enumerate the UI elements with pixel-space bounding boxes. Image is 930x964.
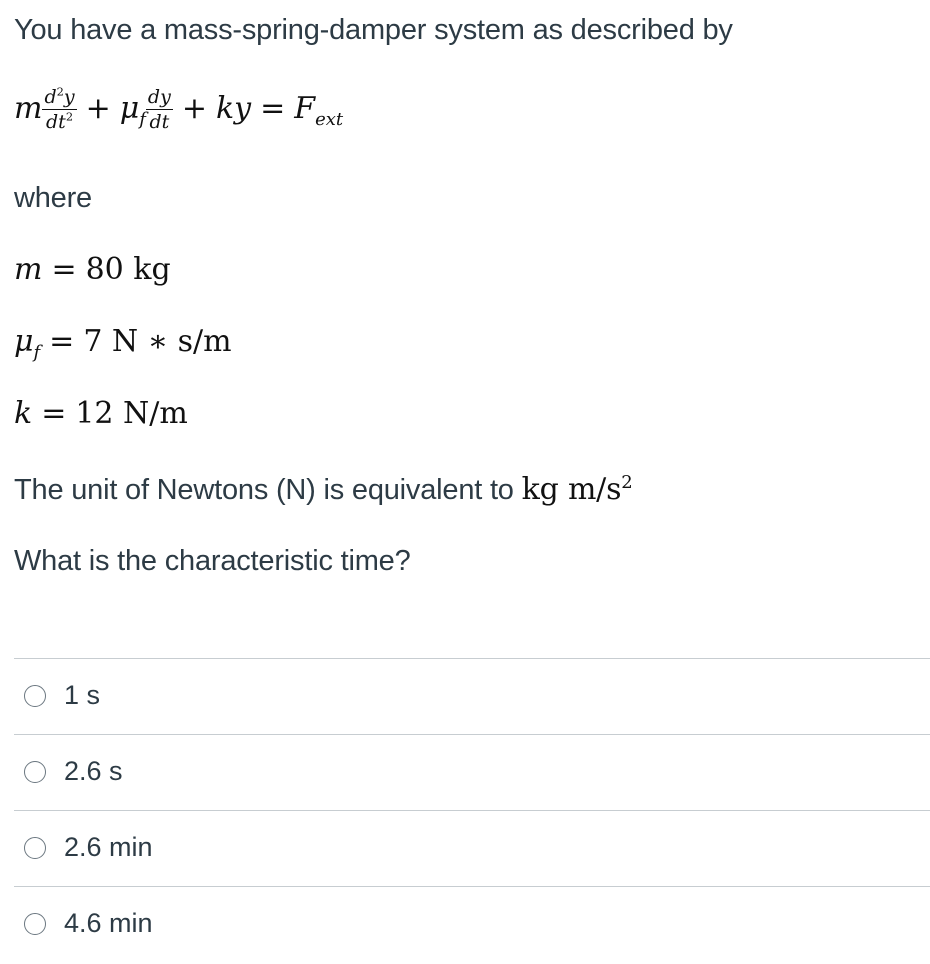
option-label: 2.6 s: [64, 756, 123, 786]
newton-unit-line: The unit of Newtons (N) is equivalent to kg $m/s^2$: [14, 472, 633, 507]
unit-kg: kg: [521, 472, 559, 507]
option-label: 4.6 min: [64, 908, 153, 938]
param-damping: $\mu_f = 7$ N ∗ s/m: [14, 324, 232, 363]
answer-option-1[interactable]: [14, 660, 930, 734]
question-intro: You have a mass-spring-damper system as described by: [14, 14, 733, 46]
option-label: 2.6 min: [64, 832, 153, 862]
divider: [14, 658, 930, 659]
param-spring: k = 12 N/m: [14, 396, 188, 431]
radio-button[interactable]: [24, 837, 46, 859]
question-prompt: What is the characteristic time?: [14, 545, 411, 577]
unit-m-s: m/s: [567, 472, 622, 507]
radio-button[interactable]: [24, 913, 46, 935]
eq-first-derivative: $\frac{dy}{dt}$: [147, 86, 171, 133]
answer-option-2[interactable]: [14, 736, 930, 810]
param-mass: m = 80 kg: [14, 252, 171, 287]
eq-mu: μ: [119, 91, 140, 126]
divider: [14, 810, 930, 811]
eq-mass: m: [14, 91, 43, 126]
eq-ky: ky: [215, 91, 252, 126]
answer-option-4[interactable]: [14, 888, 930, 962]
divider: [14, 886, 930, 887]
eq-second-derivative: $\frac{d^2y}{dt^2}$: [44, 84, 75, 133]
divider: [14, 734, 930, 735]
eq-force: F: [294, 91, 316, 126]
radio-button[interactable]: [24, 761, 46, 783]
radio-button[interactable]: [24, 685, 46, 707]
option-label: 1 s: [64, 680, 101, 710]
ode-equation: m $\frac{d^2y}{dt^2}$ + $\mu_f$ $\frac{dy}{dt}$ + ky = $F_{ext}$: [14, 84, 344, 133]
answer-option-3[interactable]: [14, 812, 930, 886]
where-label: where: [14, 182, 92, 214]
